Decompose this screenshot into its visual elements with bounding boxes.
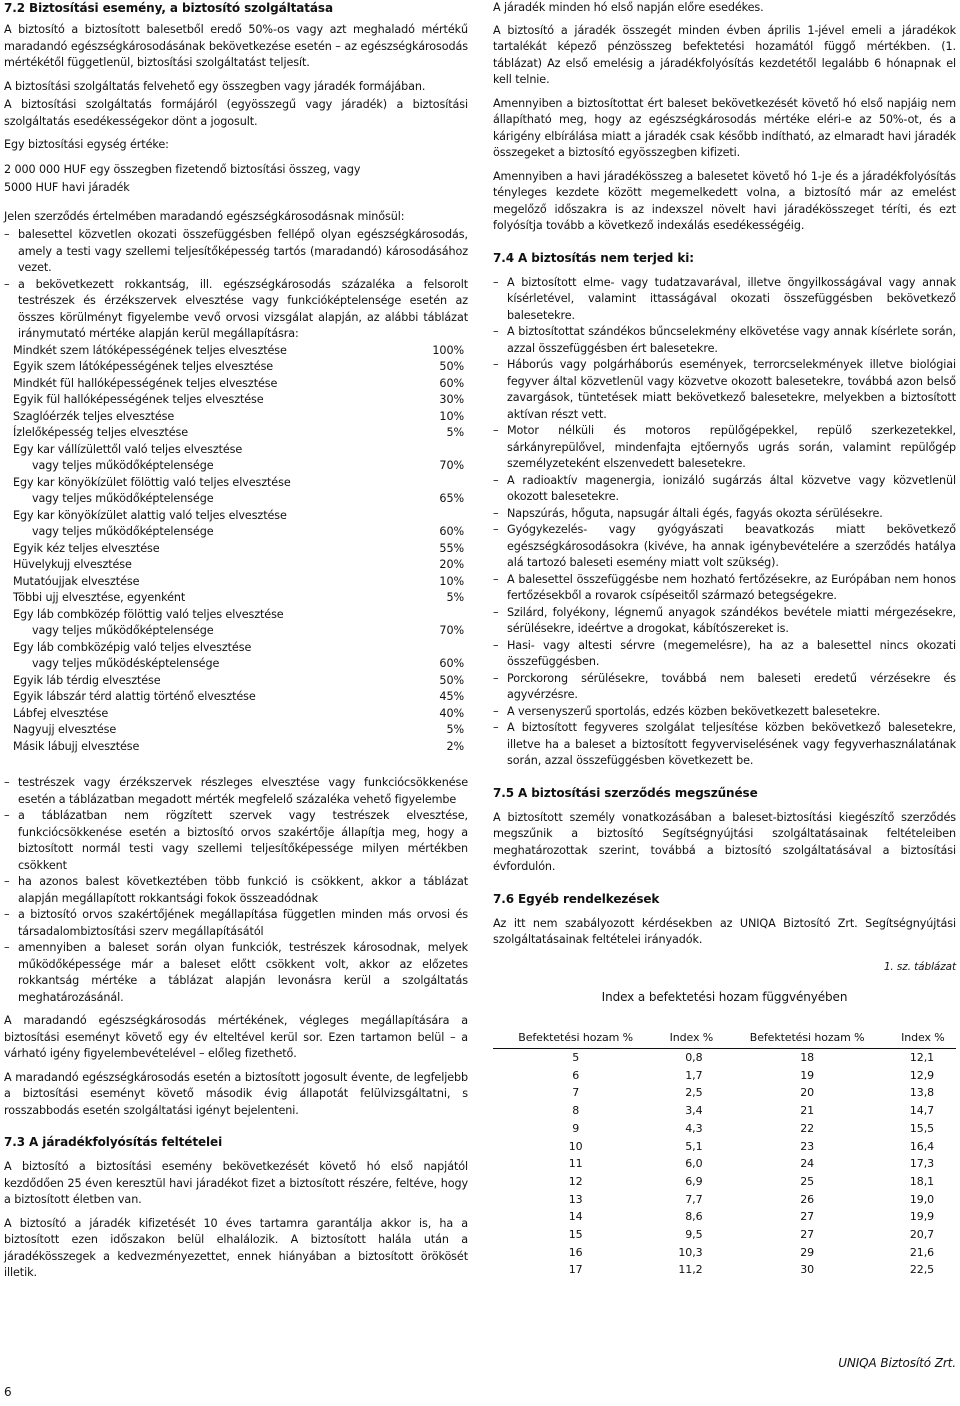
table-row: [4, 524, 468, 541]
paragraph: A biztosító a járadék kifizetését 10 éves tartamra garantálja akkor is, ha a biztosított ezen időszakon belül elhalálozik. A biztosított halála után a járadékösszegek a kedvezményezettet, ennek hiányában a biztosított örökösét illetik.: [4, 1216, 468, 1279]
table-cell: 19,9: [909, 1210, 934, 1224]
table-row: [493, 1191, 956, 1209]
row-label: Egy kar könyökízület fölöttig való teljes elvesztése: [13, 475, 291, 489]
list-item: – A versenyszerű sportolás, edzés közben bekövetkezett balesetekre.: [493, 704, 956, 721]
table-row: [493, 1049, 956, 1067]
row-percentage: 2%: [446, 739, 464, 753]
row-percentage: 50%: [439, 673, 464, 687]
row-label: Egy kar könyökízület alattig való teljes elvesztése: [13, 508, 287, 522]
section-heading-7-3: 7.3 A járadékfolyósítás feltételei: [4, 1135, 223, 1149]
row-label: vagy teljes működésképtelensége: [32, 657, 220, 670]
table-row: [4, 739, 468, 756]
table-cell: 12,1: [909, 1051, 934, 1064]
unit-label: Egy biztosítási egység értéke:: [4, 138, 169, 151]
table-cell: 17: [568, 1263, 583, 1277]
table-cell: 12,9: [909, 1068, 934, 1082]
table-cell: 15: [568, 1228, 583, 1242]
row-label: vagy teljes működőképtelensége: [32, 492, 214, 505]
table-cell: 22,5: [909, 1263, 934, 1277]
perm-list: [4, 227, 468, 343]
table-row: [493, 1084, 956, 1102]
table-cell: 26: [800, 1192, 815, 1206]
row-label: Mindkét fül hallóképességének teljes elvesztése: [13, 376, 278, 390]
column-header: Index %: [890, 1028, 956, 1049]
table-row: [493, 1120, 956, 1138]
row-label: Egyik láb térdig elvesztése: [13, 673, 161, 687]
table-row: [4, 541, 468, 558]
paragraph: Amennyiben a havi járadékösszeg a balesetet követő hó 1-je és a járadékfolyósítás tényleges kezdete között megemelkedett volna, a biztosító már az emelést megelőző időszakra is az indexszel növelt havi járadékösszeget téríti, és ezt folyósítja tovább a következő indexálás esedékességéig.: [493, 169, 956, 232]
table-cell: 18,1: [909, 1174, 934, 1188]
list-item: – balesettel közvetlen okozati összefüggésben fellépő olyan egészségkárosodás, amely a testi vagy szellemi teljesítőképesség tartós (maradandó) károsodásához vezet.: [4, 227, 468, 277]
list-item: – Háborús vagy polgárháborús események, terrorcselekmények illetve biológiai fegyver által közvetlenül vagy közvetve okozott balesetekre, továbbá azon belső zavargások, tüntetések miatt bekövetkező balesetekre, melyekben a biztosított aktívan részt vett.: [493, 357, 956, 423]
row-percentage: 100%: [432, 343, 464, 357]
table-row: [4, 607, 468, 624]
table-cell: 18: [800, 1051, 815, 1064]
row-label: vagy teljes működőképtelensége: [32, 459, 214, 472]
table-cell: 27: [800, 1210, 815, 1224]
table-cell: 14,7: [909, 1104, 934, 1118]
row-label: Egyik lábszár térd alattig történő elvesztése: [13, 690, 256, 703]
table-row: [4, 376, 468, 393]
row-percentage: 60%: [439, 376, 464, 390]
table-row: [4, 673, 468, 690]
table-cell: 30: [800, 1263, 815, 1277]
notes-list: [4, 775, 468, 1006]
row-label: Szaglóérzék teljes elvesztése: [13, 409, 175, 423]
table-cell: 10: [568, 1139, 583, 1153]
table-cell: 17,3: [909, 1157, 934, 1171]
table-cell: 21,6: [909, 1245, 934, 1259]
table-cell: 8,6: [685, 1210, 703, 1224]
table-row: [493, 1138, 956, 1156]
index-table-body: [493, 1049, 956, 1280]
table-cell: 1,7: [685, 1068, 703, 1082]
row-label: Másik lábujj elvesztése: [13, 739, 140, 753]
row-percentage: 5%: [446, 426, 464, 439]
table-cell: 10,3: [678, 1245, 703, 1259]
table-cell: 19,0: [909, 1192, 934, 1206]
row-percentage: 40%: [439, 706, 464, 720]
section-heading-7-4: 7.4 A biztosítás nem terjed ki:: [493, 250, 694, 265]
row-percentage: 65%: [439, 492, 464, 505]
table-row: [4, 689, 468, 706]
table-row: [4, 706, 468, 723]
row-label: Nagyujj elvesztése: [13, 723, 117, 736]
table-row: [4, 392, 468, 409]
table-row: [493, 1067, 956, 1085]
row-label: Ízlelőképesség teljes elvesztése: [13, 426, 188, 439]
row-label: Egyik fül hallóképességének teljes elvesztése: [13, 393, 264, 406]
table-header-row: [493, 1028, 956, 1049]
table-row: [493, 1155, 956, 1173]
table-cell: 21: [800, 1104, 815, 1118]
section-heading-7-5: 7.5 A biztosítási szerződés megszűnése: [493, 785, 758, 800]
table-cell: 24: [800, 1157, 815, 1171]
list-item: – a táblázatban nem rögzített szervek vagy testrészek elvesztése, funkciócsökkenése esetén a biztosító orvos szakértője állapítja meg, hogy a biztosított normál testi vagy szellemi teljesítőképessége milyen mértékben csökkent: [4, 808, 468, 874]
left-column: [4, 0, 468, 1289]
paragraph: A biztosító a biztosított balesetből eredő 50%-os vagy azt meghaladó mértékű maradandó egészségkárosodásának bekövetkezése esetén – az egészségkárosodás mértékétől függetlenül, biztosítási szolgáltatást teljesít.: [4, 23, 468, 69]
row-percentage: 45%: [439, 690, 464, 703]
paragraph: A biztosított személy vonatkozásában a baleset-biztosítási kiegészítő szerződés megszűnik a biztosító Segítségnyújtási szolgáltatásainak feltételeiben meghatározottak szerint, továbbá a biztosító szolgáltatásával a biztosítási évfordulón.: [493, 810, 956, 873]
row-percentage: 10%: [439, 574, 464, 588]
paragraph: A biztosítási szolgáltatás felvehető egy összegben vagy járadék formájában.: [4, 79, 426, 93]
table-cell: 22: [800, 1121, 815, 1135]
table-row: [4, 409, 468, 426]
table-cell: 0,8: [685, 1051, 703, 1064]
paragraph: A maradandó egészségkárosodás mértékének, végleges megállapítására a biztosítási eseményt követő egy év elteltével kerül sor. Ezen tartamon belül – a várható igény figyelembevételével – előleg fizethető.: [4, 1014, 468, 1060]
table-row: [4, 656, 468, 673]
list-item: – testrészek vagy érzékszervek részleges elvesztése vagy funkciócsökkenése esetén a táblázatban megadott mérték megfelelő százaléka vehető figyelembe: [4, 775, 468, 808]
row-label: Hüvelykujj elvesztése: [13, 558, 132, 571]
table-cell: 23: [800, 1139, 815, 1153]
table-cell: 11: [568, 1157, 583, 1171]
table-title: Index a befektetési hozam függvényében: [601, 990, 848, 1004]
row-label: Egyik szem látóképességének teljes elvesztése: [13, 360, 274, 373]
table-cell: 2,5: [685, 1086, 703, 1100]
table-row: [4, 590, 468, 607]
table-cell: 27: [800, 1228, 815, 1242]
row-label: Többi ujj elvesztése, egyenként: [13, 591, 186, 604]
row-label: Egy láb combközép fölöttig való teljes elvesztése: [13, 607, 284, 621]
list-item: – A biztosított fegyveres szolgálat teljesítése közben bekövetkező balesetekre, illetve ha a baleset a biztosított fegyverviselésének vagy fegyverhasználatának során, azzal összefüggésben következett be.: [493, 720, 956, 770]
table-row: [4, 475, 468, 492]
page-number: 6: [4, 1385, 12, 1399]
row-percentage: 70%: [439, 459, 464, 472]
row-percentage: 60%: [439, 657, 464, 670]
row-percentage: 5%: [446, 591, 464, 604]
table-cell: 6,0: [685, 1157, 703, 1171]
list-item: – Gyógykezelés- vagy gyógyászati beavatkozás miatt bekövetkező egészségkárosodásokra (kivéve, ha annak igénybevételére a szerződés hatálya alá tartozó baleseti esemény miatt volt szükség).: [493, 522, 956, 572]
table-row: [493, 1102, 956, 1120]
table-cell: 4,3: [685, 1121, 703, 1135]
list-item: – Szilárd, folyékony, légnemű anyagok szándékos bevétele miatti mérgezésekre, sérülésekre, ideértve a drogokat, kábítószereket is.: [493, 605, 956, 638]
table-row: [4, 442, 468, 459]
table-row: [4, 722, 468, 739]
table-cell: 9: [572, 1121, 580, 1135]
table-row: [493, 1208, 956, 1226]
table-row: [4, 623, 468, 640]
right-column: [493, 0, 956, 1279]
table-cell: 16: [568, 1245, 583, 1259]
list-item: – a biztosító orvos szakértőjének megállapítása független minden más orvosi és társadalombiztosítási szerv megállapításától: [4, 907, 468, 940]
table-cell: 13: [568, 1192, 583, 1206]
exclusions-list: [493, 275, 956, 770]
row-percentage: 30%: [439, 393, 464, 406]
table-cell: 8: [572, 1104, 580, 1118]
row-label: Lábfej elvesztése: [13, 706, 109, 720]
disability-percentage-table: [4, 343, 468, 756]
list-item: – A radioaktív magenergia, ionizáló sugárzás által közvetve vagy közvetlenül okozott balesetekre.: [493, 473, 956, 506]
list-item: – Motor nélküli és motoros repülőgépekkel, repülő szerkezetekkel, sárkányrepülővel, mindenfajta ejtőernyős ugrás során, valamint repülőgép személyzeteként elszenvedett balesetekre.: [493, 423, 956, 473]
row-label: vagy teljes működőképtelensége: [32, 525, 214, 538]
list-item: – a bekövetkezett rokkantság, ill. egészségkárosodás százaléka a felsorolt testrészek és érzékszervek elvesztése vagy funkcióképtelensége esetén az összes körülményt figyelembe vevő orvosi vizsgálat alapján, az alábbi táblázat iránymutató mértéke alapján kerül megállapításra:: [4, 277, 468, 343]
table-caption: 1. sz. táblázat: [883, 960, 956, 973]
table-cell: 14: [568, 1210, 583, 1224]
list-item: – A biztosított elme- vagy tudatzavarával, illetve öngyilkosságával vagy annak kísérletével, valamint ittasságával okozati összefüggésben bekövetkező balesetekre.: [493, 275, 956, 325]
table-cell: 5: [572, 1051, 580, 1064]
table-row: [4, 343, 468, 360]
table-cell: 20,7: [909, 1228, 934, 1242]
table-row: [493, 1226, 956, 1244]
table-cell: 25: [800, 1174, 815, 1188]
paragraph: Az itt nem szabályozott kérdésekben az UNIQA Biztosító Zrt. Segítségnyújtási szolgáltatásainak feltételei irányadók.: [493, 916, 956, 946]
table-row: [4, 359, 468, 376]
list-item: – Napszúrás, hőguta, napsugár általi égés, fagyás okozta sérülésekre.: [493, 506, 956, 523]
table-row: [4, 458, 468, 475]
unit-line: 5000 HUF havi járadék: [4, 181, 130, 194]
table-cell: 9,5: [685, 1228, 703, 1242]
paragraph: A biztosító a járadék összegét minden évben április 1-jével emeli a járadékok tartalékát képező pénzösszeg befektetési hozamától függő mértékben. (1. táblázat) Az első emelésig a járadékfolyósítás kezdetétől legalább 6 hónapnak el kell telnie.: [493, 23, 956, 86]
table-row: [4, 491, 468, 508]
paragraph: Amennyiben a biztosítottat ért baleset bekövetkezését követő hó első napjáig nem állapítható meg, hogy az egészségkárosodás mértéke eléri-e az 50%-ot, és a kárigény elbírálása miatt a járadék csak később indítható, az elmaradt havi járadék összegeket a biztosító egyösszegben kifizeti.: [493, 96, 956, 159]
row-label: Egyik kéz teljes elvesztése: [13, 541, 160, 555]
column-header: Befektetési hozam %: [724, 1028, 889, 1049]
section-heading-7-6: 7.6 Egyéb rendelkezések: [493, 891, 660, 906]
list-item: – amennyiben a baleset során olyan funkciók, testrészek károsodnak, melyek működőképessége már a baleset előtt csökkent volt, akkor az előzetes rokkantság mértéke a táblázat alapján levonásra kerül a szolgáltatás meghatározásánál.: [4, 940, 468, 1006]
table-cell: 5,1: [685, 1139, 703, 1153]
row-percentage: 5%: [446, 723, 464, 736]
table-row: [493, 1244, 956, 1262]
table-cell: 19: [800, 1068, 815, 1082]
list-item: – Hasi- vagy altesti sérvre (megemelésre), ha az a balesettel nincs okozati összefüggésben.: [493, 638, 956, 671]
table-cell: 20: [800, 1086, 815, 1100]
row-percentage: 50%: [439, 360, 464, 373]
row-label: Mindkét szem látóképességének teljes elvesztése: [13, 343, 287, 357]
row-label: Egy kar vállízülettől való teljes elvesztése: [13, 442, 243, 456]
table-cell: 12: [568, 1174, 583, 1188]
company-footer: UNIQA Biztosító Zrt.: [838, 1356, 956, 1370]
table-row: [4, 557, 468, 574]
table-cell: 11,2: [678, 1263, 703, 1277]
table-cell: 7: [572, 1086, 580, 1100]
list-item: – A balesettel összefüggésbe nem hozható fertőzésekre, az Európában nem honos fertőzésekből a rovarok csípéseitől származó betegségekre.: [493, 572, 956, 605]
table-cell: 29: [800, 1245, 815, 1259]
section-heading-7-2: 7.2 Biztosítási esemény, a biztosító szolgáltatása: [4, 1, 333, 15]
table-row: [493, 1173, 956, 1191]
paragraph: Jelen szerződés értelmében maradandó egészségkárosodásnak minősül:: [4, 209, 405, 223]
table-cell: 7,7: [685, 1192, 703, 1206]
list-item: – A biztosítottat szándékos bűncselekmény elkövetése vagy annak kísérlete során, azzal összefüggésben ért balesetekre.: [493, 324, 956, 357]
table-cell: 13,8: [909, 1086, 934, 1100]
paragraph: A járadék minden hó első napján előre esedékes.: [493, 1, 764, 14]
row-percentage: 55%: [439, 541, 464, 555]
list-item: – Porckorong sérülésekre, továbbá nem baleseti eredetű vérzésekre és agyvérzésre.: [493, 671, 956, 704]
table-row: [4, 640, 468, 657]
column-header: Index %: [658, 1028, 724, 1049]
table-row: [4, 574, 468, 591]
paragraph: A biztosító a biztosítási esemény bekövetkezését követő hó első napjától kezdődően 25 éven keresztül havi járadékot fizet a biztosított részére, feltéve, hogy a biztosított életben van.: [4, 1160, 468, 1206]
table-cell: 3,4: [685, 1104, 703, 1118]
index-table: [493, 1028, 956, 1280]
table-cell: 15,5: [909, 1121, 934, 1135]
row-label: Egy láb combközépig való teljes elvesztése: [13, 640, 252, 654]
table-cell: 6: [572, 1068, 580, 1082]
row-label: vagy teljes működőképtelensége: [32, 624, 214, 637]
unit-line: 2 000 000 HUF egy összegben fizetendő biztosítási összeg, vagy: [4, 162, 361, 176]
list-item: – ha azonos balest következtében több funkció is csökkent, akkor a táblázat alapján megállapított rokkantsági fokok összeadódnak: [4, 874, 468, 907]
row-percentage: 70%: [439, 624, 464, 637]
row-percentage: 20%: [439, 558, 464, 571]
table-cell: 16,4: [909, 1139, 934, 1153]
table-cell: 6,9: [685, 1174, 703, 1188]
table-row: [4, 508, 468, 525]
table-row: [493, 1261, 956, 1279]
row-percentage: 60%: [439, 525, 464, 538]
table-row: [4, 425, 468, 442]
paragraph: A maradandó egészségkárosodás esetén a biztosított jogosult évente, de legfeljebb a biztosítási eseményt követő második évig állapotát felülvizsgáltatni, s rosszabbodás esetén szolgáltatási igényt bejelenteni.: [4, 1070, 468, 1117]
paragraph: A biztosítási szolgáltatás formájáról (egyösszegű vagy járadék) a biztosítási szolgáltatás esedékességekor dönt a jogosult.: [4, 98, 468, 128]
row-label: Mutatóujjak elvesztése: [13, 574, 140, 588]
row-percentage: 10%: [439, 409, 464, 423]
column-header: Befektetési hozam %: [493, 1028, 658, 1049]
